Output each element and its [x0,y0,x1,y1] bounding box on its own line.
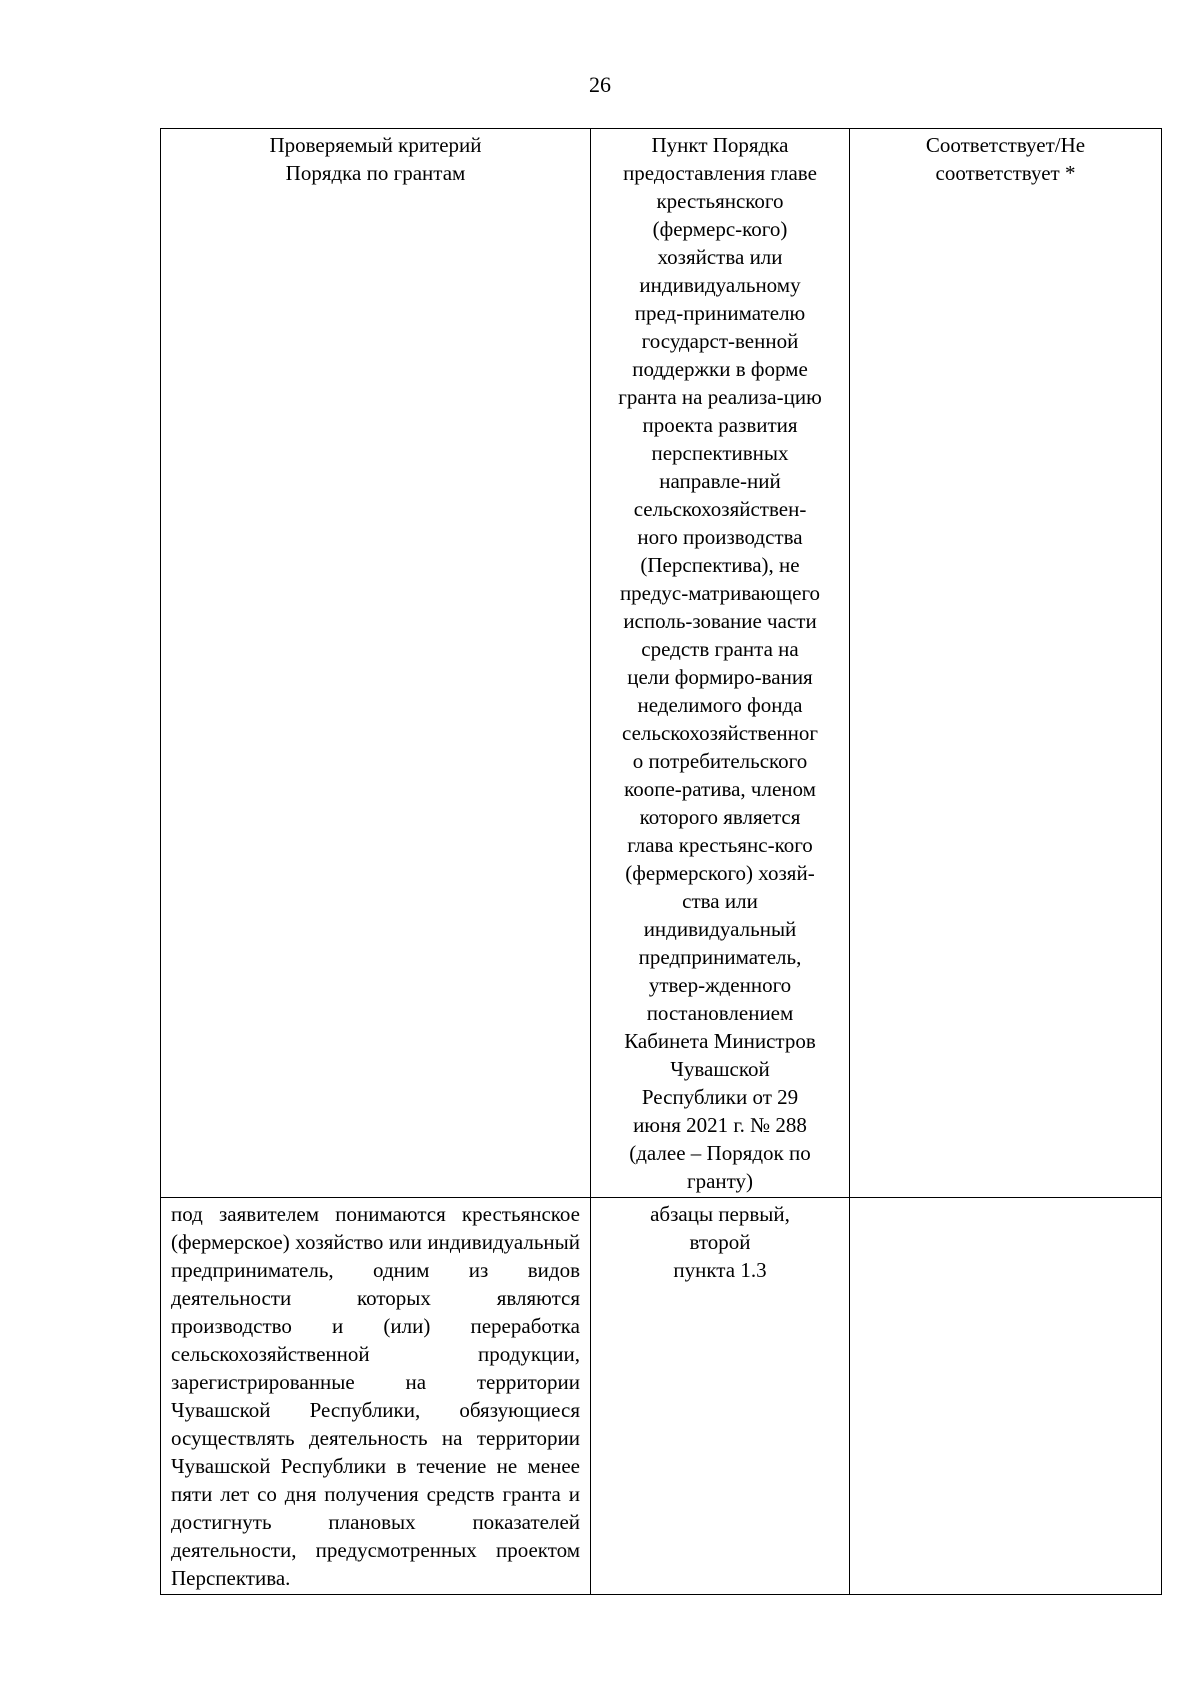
table-row [161,1198,1162,1595]
header-clause: Пункт Порядка предоставления главе крестьянского (фермерс-кого) хозяйства или индивидуальному пред-принимателю государст-венной поддержки в форме гранта на реализа-цию проекта развития перспективных направле-ний сельскохозяйствен- ного производства (Перспектива), не предус-матривающего исполь-зование части средств гранта на цели формиро-вания неделимого фонда сельскохозяйственног о потребительского коопе-ратива, членом которого является глава крестьянс-кого (фермерского) хозяй- ства или индивидуальный предприниматель, утвер-жденного постановлением Кабинета Министров Чувашской Республики от 29 июня 2021 г. № 288 (далее – Порядок по гранту) [591,129,850,1198]
table-header-row [161,129,1162,1198]
cell-compliance[interactable] [850,1198,1162,1595]
criteria-table [160,128,1162,1595]
header-compliance: Соответствует/Не соответствует * [850,129,1162,1198]
page-number: 26 [589,72,611,97]
cell-criterion: под заявителем понимаются крестьянское (фермерское) хозяйство или индивидуальный предприниматель, одним из видов деятельности которых являются производство и (или) переработка сельскохозяйственной продукции, зарегистрированные на территории Чувашской Республики, обязующиеся осуществлять деятельность на территории Чувашской Республики в течение не менее пяти лет со дня получения средств гранта и достигнуть плановых показателей деятельности, предусмотренных проектом Перспектива. [161,1198,591,1595]
header-criterion: Проверяемый критерий Порядка по грантам [161,129,591,1198]
cell-clause: абзацы первый, второй пункта 1.3 [591,1198,850,1595]
